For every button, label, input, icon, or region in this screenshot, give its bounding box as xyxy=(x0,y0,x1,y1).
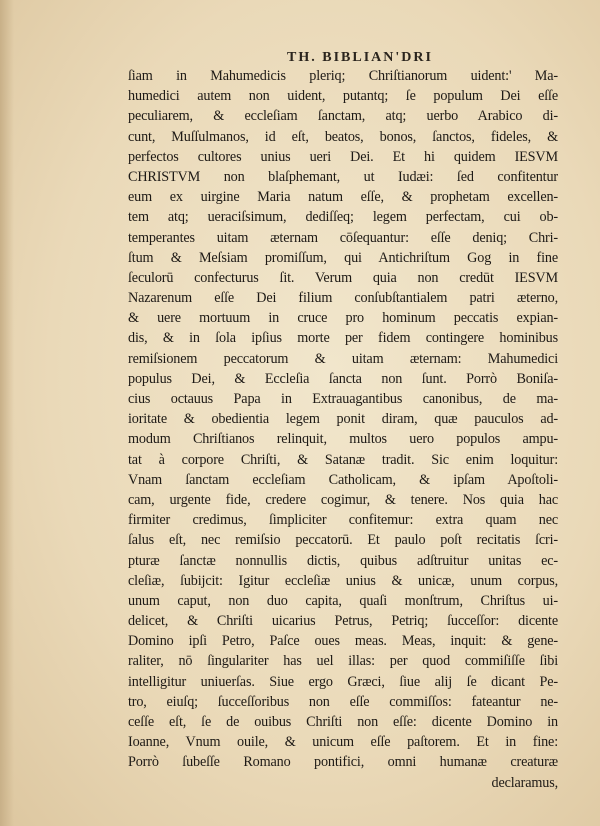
text-line: Porrò ſubeſſe Romano pontifici, omni humanæ creaturæ xyxy=(128,754,558,771)
text-line: unum caput, non duo capita, quaſi monſtrum, Chriſtus ui- xyxy=(128,592,558,609)
text-line: ſtum & Meſsiam promiſſum, qui Antichriſtum Gog in fine xyxy=(128,249,558,266)
running-head-text: TH. BIBLIAN'DRI xyxy=(287,50,433,65)
text-line: firmiter credimus, ſimpliciter confitemur: extra quam nec xyxy=(128,512,558,529)
text-line: ceſſe eſt, ſe de ouibus Chriſti non eſſe: dicente Domino in xyxy=(128,714,558,730)
text-line: tro, eiuſq; ſucceſſoribus non eſſe commiſſos: fateantur ne- xyxy=(128,693,558,710)
text-line: cunt, Muſſulmanos, id eſt, beatos, bonos, ſanctos, fideles, & xyxy=(128,128,558,145)
page-gutter-shadow xyxy=(0,0,14,826)
text-line: ſalus eſt, nec remiſsio peccatorū. Et paulo poſt recitatis ſcri- xyxy=(128,532,558,549)
text-line: dis, & in ſola ipſius morte per fidem contingere hominibus xyxy=(128,330,558,347)
text-line: remiſsionem peccatorum & uitam æternam: Mahumedici xyxy=(128,350,558,367)
text-line: Domino ipſi Petro, Paſce oues meas. Meas, inquit: & gene- xyxy=(128,633,558,650)
text-line: cam, urgente fide, credere cogimur, & tenere. Nos quia hac xyxy=(128,491,558,508)
text-line: ioritate & obedientia legem ponit diram, quæ pauculos ad- xyxy=(128,411,558,428)
text-line: ſeculorū confecturus ſit. Verum quia non credūt IESVM xyxy=(128,269,558,286)
text-line: peculiarem, & eccleſiam ſanctam, atq; uerbo Arabico di- xyxy=(128,108,558,125)
text-line: populus Dei, & Eccleſia ſancta non ſunt. Porrò Boniſa- xyxy=(128,370,558,387)
text-line: pturæ ſanctæ nonnullis dictis, quibus adſtruitur unitas ec- xyxy=(128,552,558,569)
text-line: tem atq; ueraciſsimum, dediſſeq; legem perfectam, cui ob- xyxy=(128,209,558,226)
text-line: intelligitur uniuerſas. Siue ergo Græci, ſiue alij ſe dicant Pe- xyxy=(128,673,558,690)
text-line: tat à corpore Chriſti, & Satanæ tradit. Sic enim loquitur: xyxy=(128,451,558,468)
text-line: Vnam ſanctam eccleſiam Catholicam, & ipſam Apoſtoli- xyxy=(128,471,558,488)
text-line: humedici autem non uident, putantq; ſe populum Dei eſſe xyxy=(128,88,558,105)
text-line: declaramus, xyxy=(491,774,558,791)
text-line: perfectos cultores unius ueri Dei. Et hi quidem IESVM xyxy=(128,148,558,165)
body-text xyxy=(128,66,558,793)
text-line: & uere mortuum in cruce pro hominum peccatis expian- xyxy=(128,310,558,327)
text-line: eum ex uirgine Maria natum eſſe, & prophetam excellen- xyxy=(128,189,558,206)
text-line: cleſiæ, ſubijcit: Igitur eccleſiæ unius & unicæ, unum corpus, xyxy=(128,572,558,589)
text-line: Nazarenum eſſe Dei filium conſubſtantialem patri æterno, xyxy=(128,290,558,307)
text-line: cius octauus Papa in Extrauagantibus canonibus, de ma- xyxy=(128,391,558,407)
text-line: Ioanne, Vnum ouile, & unicum eſſe paſtorem. Et in fine: xyxy=(128,734,558,751)
text-line: delicet, & Chriſti uicarius Petrus, Petriq; ſucceſſor: dicente xyxy=(128,613,558,630)
text-line: ſiam in Mahumedicis pleriq; Chriſtianorum uident:' Ma- xyxy=(128,68,558,84)
text-line: temperantes uitam æternam cōſequantur: eſſe deniq; Chri- xyxy=(128,229,558,246)
text-line: CHRISTVM non blaſphemant, ut Iudæi: ſed confitentur xyxy=(128,168,558,185)
text-line: modum Chriſtianos relinquit, multos uero populos ampu- xyxy=(128,431,558,448)
text-line: raliter, nō ſingulariter has uel illas: per quod commiſiſſe ſibi xyxy=(128,653,558,670)
running-head xyxy=(0,50,600,66)
